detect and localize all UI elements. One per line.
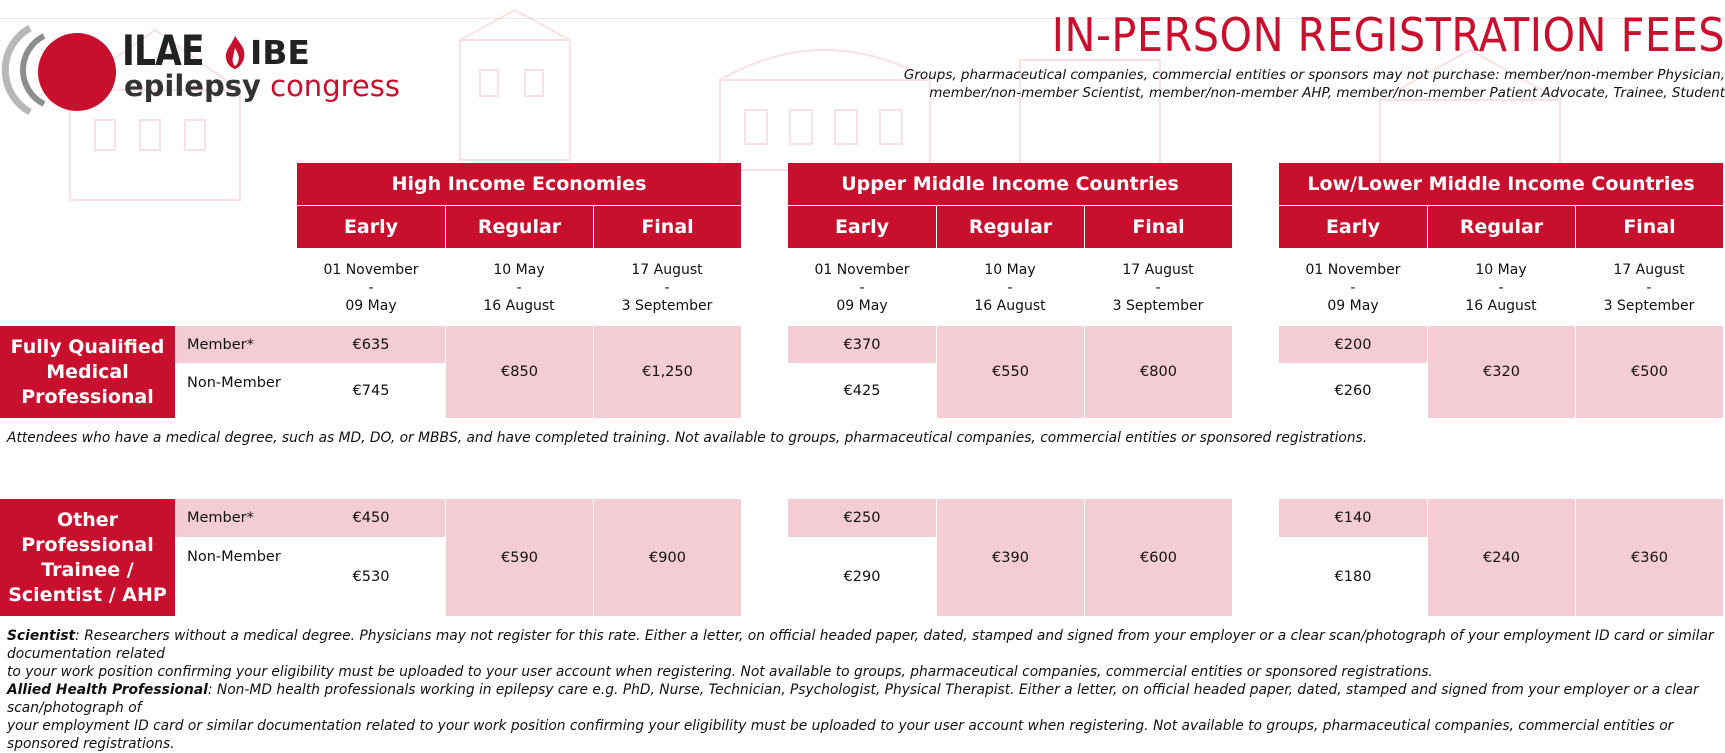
period-header: Final [1084, 205, 1232, 248]
member-label: Member* [175, 326, 297, 363]
logo-tag-epilepsy: epilepsy [124, 69, 261, 103]
subtitle-line-2: member/non-member Scientist, member/non-member AHP, member/non-member Patient Advocate, Trainee, Student [929, 85, 1725, 101]
period-start: 10 May [493, 262, 545, 278]
period-end: 09 May [345, 298, 397, 314]
period-start: 17 August [1613, 262, 1685, 278]
period-dates [788, 258, 936, 318]
note-ahp-line-1: : Non-MD health professionals working in epilepsy care e.g. PhD, Nurse, Technician, Psychologist, Physical Therapist. Either a letter, on official headed paper, dated, stamped and signed from your employer or a clear scan/photograph of [7, 682, 1699, 716]
period-dash: - [1646, 280, 1652, 296]
logo-ilae: ILAE [122, 26, 204, 75]
early-nonmember-price: €530 [352, 568, 390, 585]
period-header: Final [593, 205, 741, 248]
nonmember-label: Non-Member [187, 375, 281, 391]
note-ahp-term: Allied Health Professional [7, 682, 208, 698]
early-nonmember-price: €180 [1334, 568, 1372, 585]
logo-tagline [124, 69, 400, 103]
period-end: 3 September [1112, 298, 1204, 314]
period-end: 09 May [1327, 298, 1379, 314]
early-member-price: €250 [788, 499, 936, 537]
early-nonmember-price: €425 [843, 382, 881, 399]
period-dates [1427, 258, 1575, 318]
period-dates [1575, 258, 1723, 318]
category-label [0, 326, 175, 418]
circle-icon [38, 33, 116, 111]
period-start: 10 May [1475, 262, 1527, 278]
period-dash: - [1007, 280, 1013, 296]
nonmember-label: Non-Member [187, 549, 281, 565]
tier-header: Upper Middle Income Countries [788, 163, 1232, 205]
tier-header: Low/Lower Middle Income Countries [1279, 163, 1723, 205]
category-label-line: Other [56, 508, 119, 531]
period-dash: - [664, 280, 670, 296]
period-dash: - [1155, 280, 1161, 296]
period-dates [1084, 258, 1232, 318]
regular-price: €550 [937, 326, 1084, 418]
final-price: €1,250 [594, 326, 741, 418]
period-end: 16 August [483, 298, 555, 314]
period-header: Early [297, 205, 445, 248]
note-fqmp: Attendees who have a medical degree, such as MD, DO, or MBBS, and have completed training. Not available to groups, pharmaceutical companies, commercial entities or sponsored registrations. [7, 430, 1368, 446]
category-label-line: Medical [46, 360, 129, 383]
category-label [0, 499, 175, 616]
regular-price: €320 [1428, 326, 1575, 418]
note-ahp-line-2: your employment ID card or similar documentation related to your work position confirming your eligibility must be uploaded to your user account when registering. Not available to groups, pharmaceutical companies, commercial entities or sponsored registrations. [7, 718, 1674, 752]
early-member-price: €370 [788, 326, 936, 363]
period-dates [297, 258, 445, 318]
period-start: 01 November [814, 262, 910, 278]
early-member-price: €140 [1279, 499, 1427, 537]
category-label-line: Trainee / [41, 558, 134, 581]
period-end: 3 September [1603, 298, 1695, 314]
flame-icon [222, 34, 248, 70]
final-price: €500 [1576, 326, 1723, 418]
subtitle-line-1: Groups, pharmaceutical companies, commercial entities or sponsors may not purchase: member/non-member Physician, [903, 67, 1725, 83]
final-price: €600 [1085, 499, 1232, 616]
note-ahp [7, 681, 1725, 753]
regular-price: €850 [446, 326, 593, 418]
period-dates [936, 258, 1084, 318]
early-member-price: €450 [297, 499, 445, 537]
member-label: Member* [175, 499, 297, 537]
final-price: €800 [1085, 326, 1232, 418]
period-dash: - [516, 280, 522, 296]
period-header: Final [1575, 205, 1723, 248]
period-header: Early [1279, 205, 1427, 248]
period-end: 3 September [621, 298, 713, 314]
regular-price: €240 [1428, 499, 1575, 616]
page-subtitle [825, 66, 1725, 102]
category-label-line: Professional [21, 533, 154, 556]
period-dash: - [1498, 280, 1504, 296]
early-member-price: €200 [1279, 326, 1427, 363]
period-dash: - [1350, 280, 1356, 296]
period-header: Regular [1427, 205, 1575, 248]
category-label-line: Professional [21, 385, 154, 408]
note-scientist-line-2: to your work position confirming your eligibility must be uploaded to your user account when registering. Not available to groups, pharmaceutical companies, commercial entities or sponsored registrations. [7, 664, 1433, 680]
period-start: 10 May [984, 262, 1036, 278]
period-end: 16 August [974, 298, 1046, 314]
note-scientist [7, 627, 1725, 681]
logo-ibe: IBE [250, 33, 310, 72]
early-nonmember-price: €745 [352, 382, 390, 399]
early-member-price: €635 [297, 326, 445, 363]
period-header: Regular [445, 205, 593, 248]
period-start: 01 November [323, 262, 419, 278]
note-scientist-line-1: : Researchers without a medical degree. Physicians may not register for this rate. Either a letter, on official headed paper, dated, stamped and signed from your employer or a clear scan/photograph of your employment ID card or similar documentation related [7, 628, 1714, 662]
period-end: 16 August [1465, 298, 1537, 314]
period-dash: - [368, 280, 374, 296]
category-label-line: Fully Qualified [10, 335, 165, 358]
period-dates [1279, 258, 1427, 318]
period-dates [593, 258, 741, 318]
period-start: 01 November [1305, 262, 1401, 278]
regular-price: €590 [446, 499, 593, 616]
note-scientist-term: Scientist [7, 628, 76, 644]
early-nonmember-price: €260 [1334, 382, 1372, 399]
final-price: €900 [594, 499, 741, 616]
period-start: 17 August [1122, 262, 1194, 278]
period-header: Early [788, 205, 936, 248]
period-end: 09 May [836, 298, 888, 314]
period-dates [445, 258, 593, 318]
category-label-line: Scientist / AHP [8, 583, 167, 606]
period-dash: - [859, 280, 865, 296]
congress-logo [0, 14, 400, 104]
logo-tag-congress: congress [270, 69, 400, 103]
early-nonmember-price: €290 [843, 568, 881, 585]
period-header: Regular [936, 205, 1084, 248]
tier-header: High Income Economies [297, 163, 741, 205]
final-price: €360 [1576, 499, 1723, 616]
page-title: IN-PERSON REGISTRATION FEES [1051, 8, 1725, 62]
period-start: 17 August [631, 262, 703, 278]
regular-price: €390 [937, 499, 1084, 616]
